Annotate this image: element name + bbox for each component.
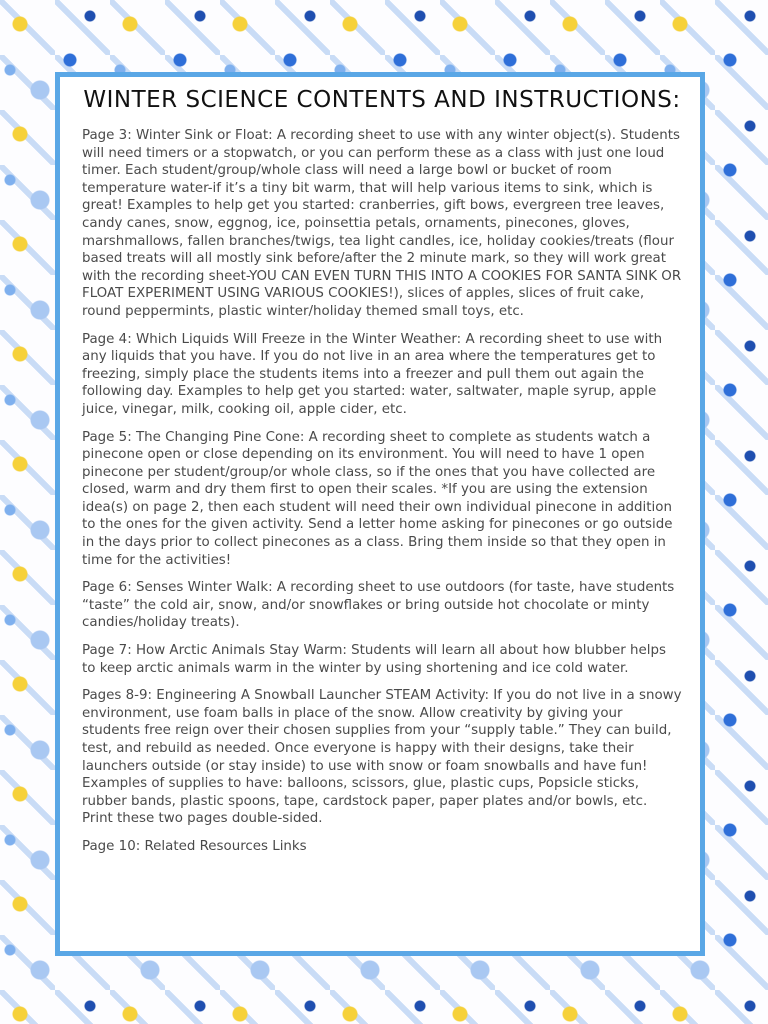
section-page-7: Page 7: How Arctic Animals Stay Warm: Students will learn all about how blubber helps to keep arctic animals warm in the winter by using shortening and ice cold water. bbox=[82, 643, 666, 676]
page-title: WINTER SCIENCE CONTENTS AND INSTRUCTIONS: bbox=[83, 87, 681, 113]
section-pages-8-9: Pages 8-9: Engineering A Snowball Launcher STEAM Activity: If you do not live in a snowy environment, use foam balls in place of the snow. Allow creativity by giving your students free reign over their chosen supplies from your “supply table.” They can build, test, and rebuild as needed. Once everyone is happy with their designs, take their launchers outside (or stay inside) to use with snow or foam snowballs and have fun! Examples of supplies to have: balloons, scissors, glue, plastic cups, Popsicle sticks, rubber bands, plastic spoons, tape, cardstock paper, paper plates and/or bowls, etc. Print these two pages double-sided. bbox=[82, 688, 682, 827]
section-page-4: Page 4: Which Liquids Will Freeze in the Winter Weather: A recording sheet to use with any liquids that you have. If you do not live in an area where the temperatures get to freezing, simply place the students items into a freezer and pull them out again the following day. Examples to help get you started: water, saltwater, maple syrup, apple juice, vinegar, milk, cooking oil, apple cider, etc. bbox=[82, 331, 663, 417]
contents-page bbox=[55, 72, 705, 956]
section-page-6: Page 6: Senses Winter Walk: A recording sheet to use outdoors (for taste, have students “taste” the cold air, snow, and/or snowflakes or bring outside hot chocolate or minty candies/holiday treats). bbox=[82, 580, 675, 631]
section-page-5: Page 5: The Changing Pine Cone: A recording sheet to complete as students watch a pinecone open or close depending on its environment. You will need to have 1 open pinecone per student/group/or whole class, so if the ones that you have collected are closed, warm and dry them first to open their scales. *If you are using the extension idea(s) on page 2, then each student will need their own individual pinecone in addition to the ones for the given activity. Send a letter home asking for pinecones or go outside in the days prior to collect pinecones as a class. Bring them inside so that they open in time for the activities! bbox=[82, 429, 673, 568]
section-page-3: Page 3: Winter Sink or Float: A recording sheet to use with any winter object(s). Students will need timers or a stopwatch, or you can perform these as a class with just one loud timer. Each student/group/whole class will need a large bowl or bucket of room temperature water-if it’s a tiny bit warm, that will help various items to sink, which is great! Examples to help get you started: cranberries, gift bows, evergreen tree leaves, candy canes, snow, eggnog, ice, poinsettia petals, ornaments, pinecones, gloves, marshmallows, fallen branches/twigs, tea light candles, ice, holiday cookies/treats (flour based treats will all mostly sink before/after the 2 minute mark, so they will work great with the recording sheet-YOU CAN EVEN TURN THIS INTO A COOKIES FOR SANTA SINK OR FLOAT EXPERIMENT USING VARIOUS COOKIES!), slices of apples, slices of fruit cake, round peppermints, plastic winter/holiday themed small toys, etc. bbox=[82, 128, 682, 319]
section-page-10: Page 10: Related Resources Links bbox=[82, 838, 307, 854]
